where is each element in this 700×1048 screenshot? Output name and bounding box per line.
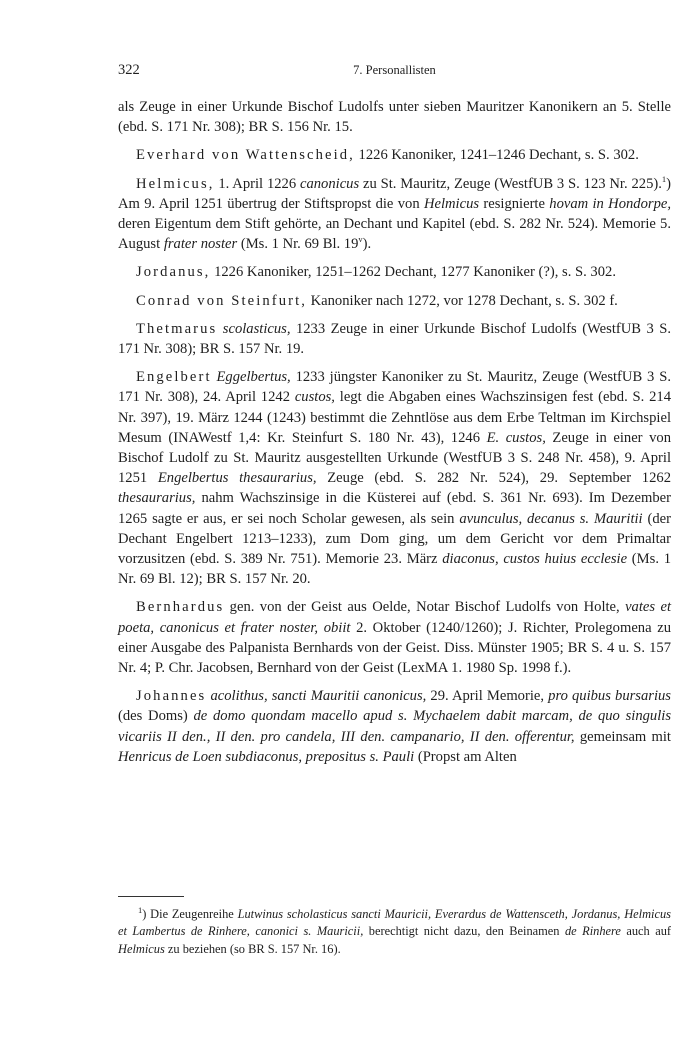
entry-name: Thetmarus <box>136 320 218 337</box>
text-span: auch auf <box>620 924 672 939</box>
entry-engelbert <box>118 367 671 589</box>
latin-term: diaconus, custos huius ecclesie <box>442 551 628 568</box>
text-span: Kanoniker nach 1272, vor 1278 Dechant, s. S. 302 f. <box>306 292 618 309</box>
text-span: (des Doms) <box>118 708 194 725</box>
text-span: (Propst am Alten <box>414 748 517 765</box>
entry-name: Helmicus, <box>136 175 215 192</box>
latin-term: Eggelbertus, <box>216 369 291 386</box>
folio-verso: v <box>358 234 363 245</box>
text-span: legt die Abgaben eines Wachszinsigen fest (ebd. S. 214 Nr. 397), 19. März 1244 (1243) bestimmt die Zehntlöse aus dem Erbe Teltman im Kirchspiel Mesum (INAWestf 1,4: Kr. Steinfurt S. 180 Nr. 43), 1246 <box>118 389 672 446</box>
entry-everhard <box>118 145 671 165</box>
footnote-mark: 1 <box>138 904 143 915</box>
footnote-area <box>118 896 671 958</box>
entry-bernhardus <box>118 597 671 678</box>
entry-name: Johannes <box>136 688 207 705</box>
text-span: berechtigt nicht dazu, den Beinamen <box>363 924 565 939</box>
entry-name: Everhard von Wattenscheid, <box>136 147 355 164</box>
latin-term: vates et poeta, canonicus et frater noster, obiit <box>118 599 671 636</box>
latin-term: hovam in Hondorpe, <box>549 195 671 212</box>
latin-term: thesaurarius, <box>118 490 196 507</box>
entry-name: Engelbert <box>136 369 212 386</box>
text-span: (der Dechant Engelbert 1213–1233), zum Dom ging, um dem Gericht vor dem Primaltar vorzusitzen (ebd. S. 389 Nr. 751). Memorie 23. März <box>118 510 671 568</box>
latin-term: Henricus de Loen subdiaconus, prepositus s. Pauli <box>118 748 415 765</box>
text-span: Zeuge in einer von Bischof Ludolf zu St. Mauritz ausgestellten Urkunde (WestfUB 3 S. 248 Nr. 458), 9. April 1251 <box>118 429 671 487</box>
latin-term: pro quibus bursarius <box>548 688 671 705</box>
text-span: 1233 Zeuge in einer Urkunde Bischof Ludolfs (WestfUB 3 S. 171 Nr. 308); BR S. 157 Nr. 19. <box>118 320 671 358</box>
entry-jordanus <box>118 262 671 282</box>
latin-term: de Rinhere <box>564 924 621 939</box>
footnote-divider <box>118 896 184 897</box>
latin-term: scolasticus, <box>222 320 291 337</box>
text-span: Zeuge (ebd. S. 282 Nr. 524), 29. September 1262 <box>316 470 671 487</box>
latin-term: Helmicus <box>423 195 480 212</box>
text-span: deren Eigentum dem Stift gehörte, an Dechant und Kapitel (ebd. S. 282 Nr. 524). Memorie 5. August <box>118 216 671 253</box>
footnote-1 <box>118 906 671 958</box>
entry-thetmarus <box>118 319 671 359</box>
latin-term: avunculus, decanus s. Mauritii <box>459 510 643 527</box>
text-span: zu St. Mauritz, Zeuge (WestfUB 3 S. 123 Nr. 225). <box>359 175 662 192</box>
latin-term: acolithus, sancti Mauritii canonicus, <box>210 688 427 705</box>
text-span: gemeinsam mit <box>574 728 671 745</box>
latin-term: de domo quondam macello apud s. Mychaelem dabit marcam, de quo singulis vicariis II den., II den. pro candela, III den. campanario, II den. offerentur, <box>118 708 671 745</box>
text-span: resignierte <box>479 195 550 212</box>
text-span: als Zeuge in einer Urkunde Bischof Ludolfs unter sieben Mauritzer Kanonikern an 5. Stelle (ebd. S. 171 Nr. 308); BR S. 156 Nr. 15. <box>118 99 671 136</box>
text-span: gen. von der Geist aus Oelde, Notar Bischof Ludolfs von Holte, <box>224 599 626 616</box>
latin-term: frater noster <box>163 236 238 253</box>
latin-term: Helmicus <box>118 941 165 956</box>
entry-name: Bernhardus <box>136 599 225 616</box>
latin-term: canonicus <box>299 175 360 192</box>
text-span: nahm Wachszinsige in die Küsterei auf (ebd. S. 361 Nr. 693). Im Dezember 1265 sagte er aus, er sei noch Scholar gewesen, als sein <box>118 490 671 527</box>
latin-term: E. custos, <box>486 429 546 446</box>
entry-name: Jordanus, <box>136 264 211 281</box>
text-span: ). <box>362 236 372 253</box>
page-number: 322 <box>118 62 140 78</box>
paragraph-continuation <box>118 97 671 137</box>
text-span: 1. April 1226 <box>214 175 300 192</box>
text-span: 2. Oktober (1240/1260); J. Richter, Prolegomena zu einer Ausgabe des Palpanista Bernhards von der Geist. Diss. Münster 1905; BR S. 4 u. S. 157 Nr. 4; P. Chr. Jacobsen, Bernhard von der Geist (LexMA 1. 1980 Sp. 1998 f.). <box>118 619 671 677</box>
book-page <box>118 62 671 775</box>
latin-term: custos, <box>294 389 335 406</box>
entry-helmicus <box>118 174 671 255</box>
latin-term: Engelbertus thesaurarius, <box>157 470 317 487</box>
running-title: 7. Personallisten <box>353 63 436 77</box>
text-span: ) Am 9. April 1251 übertrug der Stiftspropst die von <box>118 175 671 212</box>
text-span: (Ms. 1 Nr. 69 Bl. 12); BR S. 157 Nr. 20. <box>118 551 671 588</box>
text-span: 1226 Kanoniker, 1241–1246 Dechant, s. S. 302. <box>354 147 639 164</box>
entry-conrad <box>118 291 671 311</box>
page-header <box>118 62 671 84</box>
text-span: ) Die Zeugenreihe <box>142 907 238 921</box>
entry-name: Conrad von Steinfurt, <box>136 292 307 309</box>
text-span: (Ms. 1 Nr. 69 Bl. 19 <box>237 236 359 253</box>
text-span: 1226 Kanoniker, 1251–1262 Dechant, 1277 Kanoniker (?), s. S. 302. <box>210 264 616 281</box>
text-span: zu beziehen (so BR S. 157 Nr. 16). <box>164 941 341 956</box>
entry-johannes <box>118 686 671 767</box>
main-text <box>118 97 671 767</box>
text-span: 1233 jüngster Kanoniker zu St. Mauritz, Zeuge (WestfUB 3 S. 171 Nr. 308), 24. April 1242 <box>118 369 671 406</box>
latin-term: Lutwinus scholasticus sancti Mauricii, Everardus de Wattensceth, Jordanus, Helmicus et Lambertus de Rinhere, canonici s. Mauricii, <box>118 907 671 939</box>
text-span: 29. April Memorie, <box>426 688 549 705</box>
footnote-ref: 1 <box>661 173 667 184</box>
